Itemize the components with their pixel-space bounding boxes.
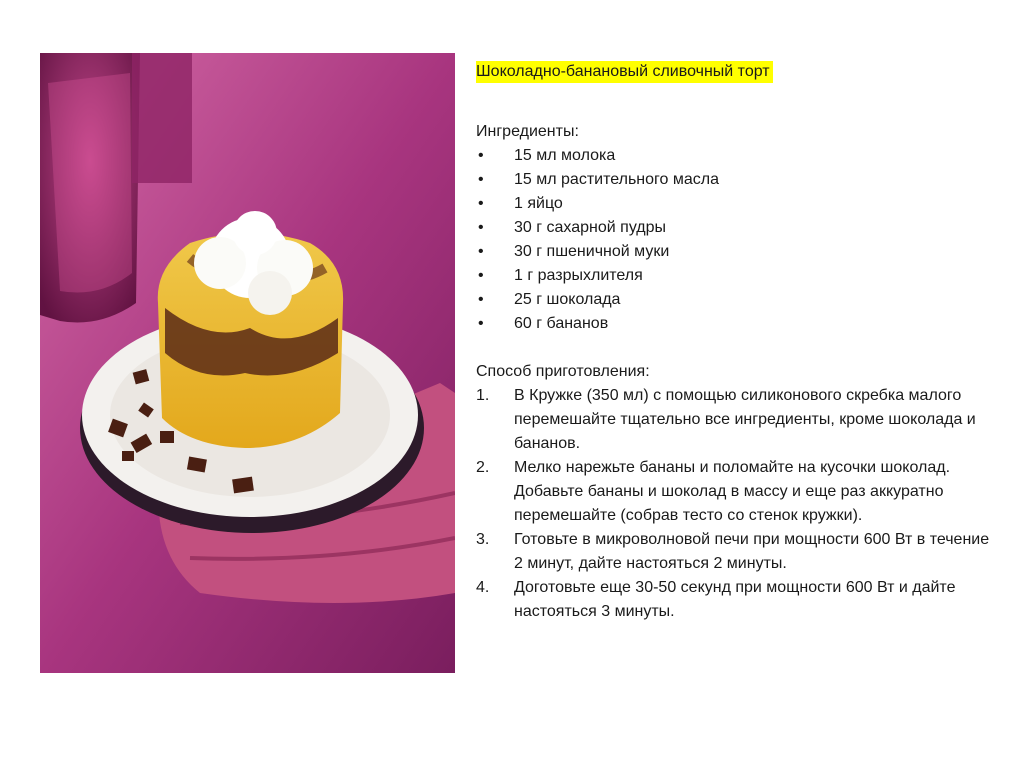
bullet-marker: • [478,219,484,236]
ingredient-text: 30 г пшеничной муки [514,243,670,260]
ingredients-heading: Ингредиенты: [476,123,579,140]
recipe-photo [40,53,455,673]
step-number: 2. [476,459,490,476]
step-text: Доготовьте еще 30-50 секунд при мощности 600 Вт и дайте настояться 3 минуты. [514,579,956,620]
ingredient-text: 25 г шоколада [514,291,621,308]
ingredient-item [476,312,996,336]
glass-highlight [48,73,132,293]
step-number: 1. [476,387,490,404]
bullet-marker: • [478,315,484,332]
second-glass-shape [132,53,192,183]
ingredient-item [476,192,996,216]
method-heading: Способ приготовления: [476,363,650,380]
step-number: 3. [476,531,490,548]
ingredient-text: 30 г сахарной пудры [514,219,667,236]
bullet-marker: • [478,243,484,260]
ingredient-text: 1 яйцо [514,195,563,212]
ingredient-item [476,288,996,312]
bullet-marker: • [478,267,484,284]
ingredient-text: 1 г разрыхлителя [514,267,643,284]
step-text: В Кружке (350 мл) с помощью силиконового скребка малого перемешайте тщательно все ингредиенты, кроме шоколада и бананов. [514,387,976,452]
method-step [476,384,996,456]
ingredient-text: 15 мл молока [514,147,616,164]
cake-illustration [40,53,455,673]
ingredient-item [476,264,996,288]
ingredient-text: 60 г бананов [514,315,609,332]
bullet-marker: • [478,171,484,188]
ingredients-list [476,144,996,336]
recipe-title: Шоколадно-банановый сливочный торт [476,61,773,83]
method-step [476,456,996,528]
ingredient-text: 15 мл растительного масла [514,171,719,188]
method-steps [476,384,996,624]
bullet-marker: • [478,195,484,212]
ingredient-item [476,144,996,168]
bullet-marker: • [478,291,484,308]
method-step [476,528,996,576]
bullet-marker: • [478,147,484,164]
step-text: Мелко нарежьте бананы и поломайте на кусочки шоколад. Добавьте бананы и шоколад в массу и еще раз аккуратно перемешайте (собрав тесто со стенок кружки). [514,459,951,524]
ingredient-item [476,240,996,264]
step-number: 4. [476,579,490,596]
method-step [476,576,996,624]
step-text: Готовьте в микроволновой печи при мощности 600 Вт в течение 2 минут, дайте настояться 2 минуты. [514,531,990,572]
ingredient-item [476,216,996,240]
ingredient-item [476,168,996,192]
recipe-text [476,60,996,624]
